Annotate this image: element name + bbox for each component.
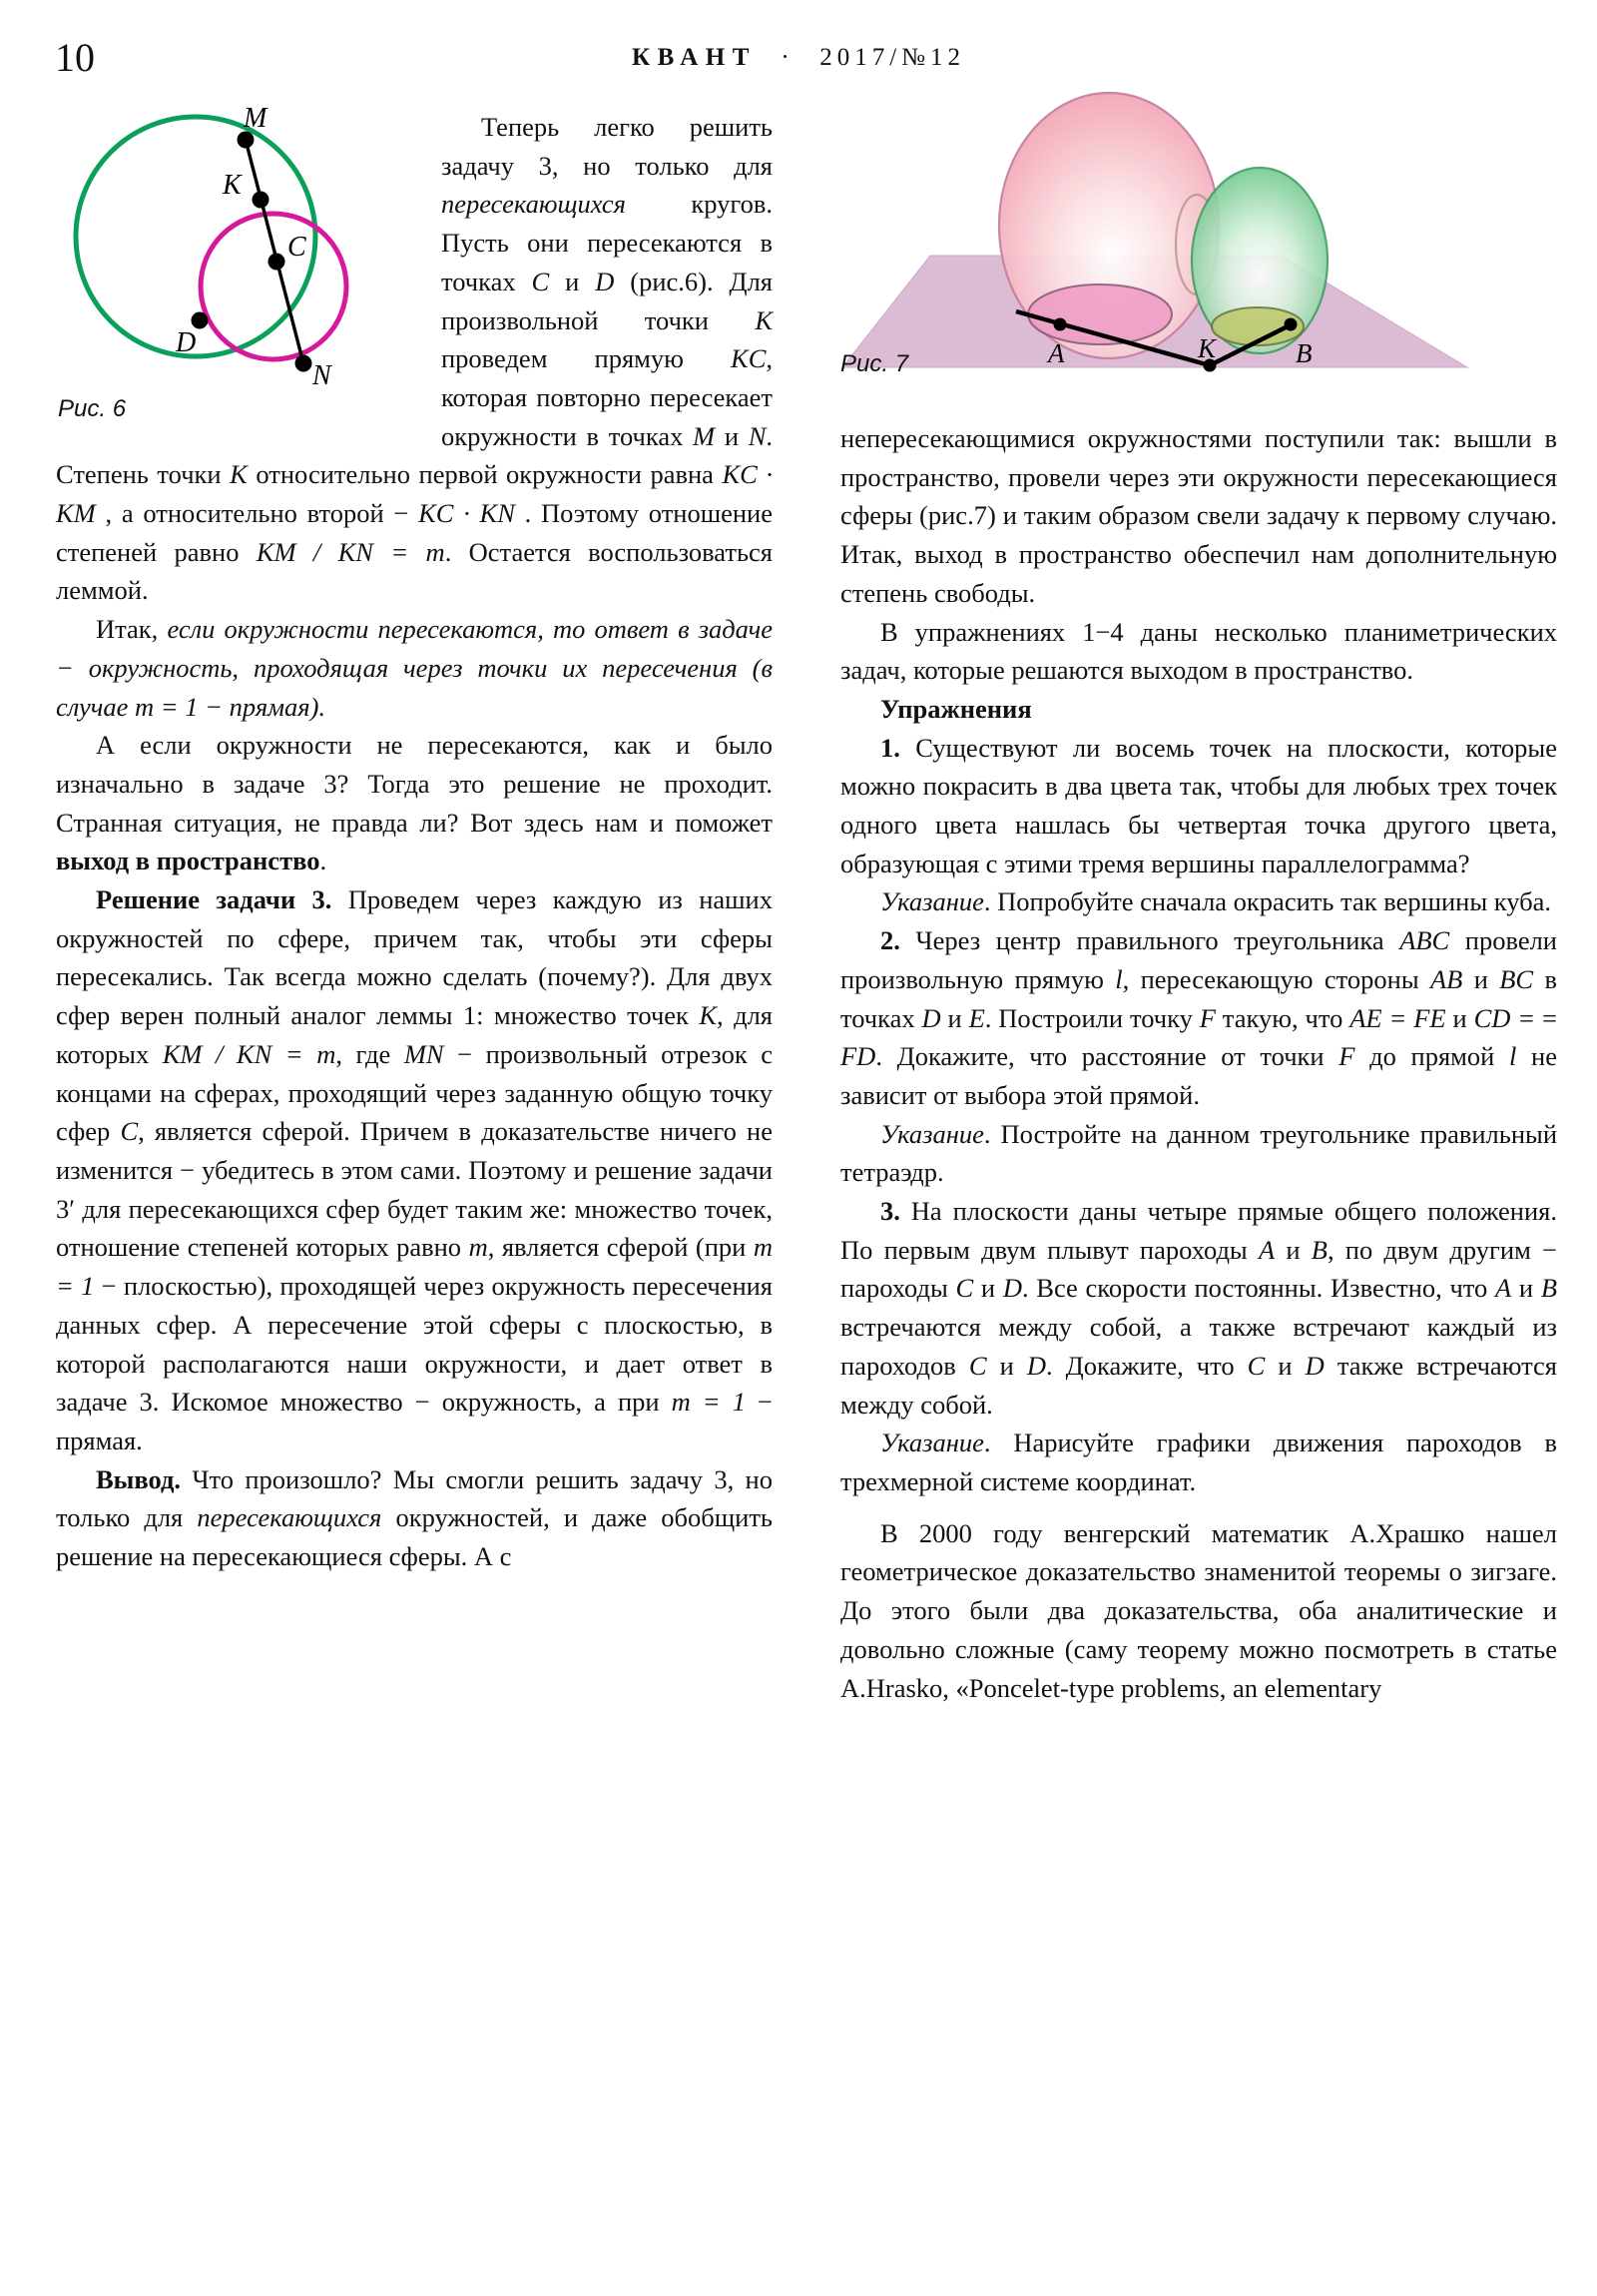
p1-text-d: (рис.6). Для произвольной точки (441, 266, 773, 335)
ex2-text-d: и (1462, 963, 1500, 994)
masthead-title: КВАНТ (631, 44, 757, 71)
ex3-var-d2: D (1026, 1350, 1046, 1381)
hint-text-1: . Попробуйте сначала окрасить так вершины куба. (983, 886, 1552, 917)
figure-7-caption: Рис. 7 (840, 350, 909, 377)
figure-6-drawing (48, 102, 433, 431)
p1-formula-2: KC · KN (418, 498, 515, 529)
point-c (268, 254, 285, 271)
ex2-var-f: F (1199, 1002, 1216, 1033)
ex3-text-i: . Докажите, что (1045, 1350, 1248, 1381)
p4-var-c: C (120, 1116, 139, 1147)
ex2-text-a: Через центр правильного треугольника (899, 925, 1400, 956)
point-b (1285, 318, 1298, 331)
exercise-2-hint (840, 1115, 1557, 1192)
p1-var-n: N (748, 420, 767, 451)
p4-text-i: − прямая. (56, 1387, 773, 1455)
label-n: N (312, 360, 331, 391)
figure-6-caption: Рис. 6 (58, 395, 127, 422)
exercise-2-number: 2. (880, 925, 900, 956)
ex2-formula-1: AE = FE (1349, 1002, 1446, 1033)
ex2-formula-2: CD = (1473, 1002, 1536, 1033)
ex3-var-a: A (1258, 1234, 1276, 1265)
p4-text-b: , для которых (56, 1000, 774, 1069)
masthead-separator: · (781, 44, 796, 71)
ex3-text-b: и (1275, 1234, 1312, 1265)
p1-text-j: , а относительно второй − (95, 498, 419, 529)
paragraph-3 (56, 726, 773, 880)
p1-text-c: и (549, 266, 596, 296)
p4-text-d: − произвольный отрезок с концами на сферах, проходящий через заданную общую точку сфер (56, 1038, 774, 1147)
ex2-text-c: , пересекающую стороны (1122, 963, 1430, 994)
ex3-var-b2: B (1540, 1273, 1557, 1304)
point-m (238, 132, 255, 149)
ex3-var-c3: C (1247, 1350, 1266, 1381)
ex2-var-e: E (968, 1002, 985, 1033)
exercise-1-number: 1. (880, 732, 900, 763)
label-k: K (223, 170, 242, 201)
ex3-text-a: На плоскости даны четыре прямые общего положения. По первым двум плывут пароходы (840, 1196, 1557, 1265)
label-m: M (244, 103, 267, 134)
paragraph-4 (56, 880, 773, 1460)
ex2-var-bc: BC (1499, 963, 1534, 994)
ex2-text-e: в точках (840, 963, 1557, 1033)
ex2-text-l2: до прямой (1354, 1041, 1509, 1072)
hint-label-3: Указание (880, 1428, 984, 1458)
exercise-2 (840, 921, 1557, 1115)
exercise-1 (840, 729, 1557, 883)
magenta-circle (201, 214, 346, 359)
p4-formula-m3: m = 1 (671, 1387, 746, 1418)
exercise-3-number: 3. (880, 1196, 900, 1227)
p4-text-e: , является сферой. Причем в доказательстве ничего не изменится − убедитесь в этом сами. Поэтому и решение задачи (56, 1116, 773, 1185)
ex2-text-k: . Докажите, что расстояние от точки (875, 1041, 1339, 1072)
point-a (1054, 318, 1067, 331)
p3-bold-term: выход в пространство (56, 846, 320, 876)
ex2-text-i: и (1445, 1002, 1474, 1033)
hint-label-1: Указание (880, 886, 984, 917)
p4-formula-m2: m = 1 (56, 1232, 773, 1302)
ex2-var-d: D (921, 1002, 941, 1033)
page-number: 10 (55, 35, 95, 80)
ex3-var-a2: A (1495, 1273, 1512, 1304)
right-column (840, 108, 1557, 1707)
ex2-text-j: = (1535, 1002, 1557, 1033)
p2-emph-a: если окружности пересекаются, то ответ в задаче − окружность, проходящая через точки их пересечения (в случае (56, 614, 773, 722)
p1-text-e: проведем прямую (441, 343, 732, 374)
point-n (295, 355, 312, 372)
exercise-3 (840, 1192, 1557, 1424)
exercise-1-hint (840, 882, 1557, 921)
p1-text-a: Теперь легко решить задачу 3, но только для (441, 112, 773, 181)
ex3-text-g: встречаются между собой, а также встречают каждый из пароходов (840, 1312, 1557, 1381)
ex3-var-c2: C (968, 1350, 987, 1381)
ex3-var-d: D (1002, 1273, 1022, 1304)
ex2-var-f2: F (1338, 1041, 1355, 1072)
p1-var-k: K (755, 304, 773, 335)
p4-var-m1: m (468, 1232, 488, 1263)
p4-var-mn: MN (403, 1038, 444, 1069)
p1-text-i2: относительно первой окружности равна (247, 459, 723, 490)
p1-text-f: , которая повторно пересекает окружности в точках (441, 343, 773, 451)
p1-var-kc: KC (731, 343, 767, 374)
p4-text-h: − плоскостью), проходящей через окружность пересечения данных сфер. А пересечение этой сферы с плоскостью, в которой располагаются наши окружности, и дает ответ в задаче 3. Искомое множество − окружность, а при (56, 1271, 773, 1418)
p1-var-c: C (531, 266, 550, 296)
p2-lead: Итак, (96, 614, 168, 645)
label-k: K (1198, 333, 1217, 363)
label-a: A (1048, 338, 1065, 368)
p5-text-a: Что произошло? Мы смогли решить задачу 3, но только для (56, 1463, 773, 1533)
ex3-text-k: также встречаются между собой. (840, 1350, 1557, 1420)
p1-emph: пересекающихся (441, 189, 626, 220)
figure-7 (840, 96, 1557, 415)
ex2-var-abc: ABC (1399, 925, 1450, 956)
ex2-var-l: l (1115, 963, 1123, 994)
hint-text-2: . Постройте на данном треугольнике правильный тетраэдр. (840, 1118, 1557, 1188)
ex2-text-h: такую, что (1215, 1002, 1350, 1033)
p3-text: А если окружности не пересекаются, как и было изначально в задаче 3? Тогда это решение не проходит. Странная ситуация, не правда ли? Вот здесь нам и поможет (56, 730, 773, 838)
ex2-var-ab: AB (1429, 963, 1463, 994)
figure-6 (56, 103, 427, 437)
right-paragraph-2: В упражнениях 1−4 даны несколько планиметрических задач, которые решаются выходом в пространство. (840, 616, 1557, 686)
ex2-formula-3: FD (840, 1041, 876, 1072)
label-d: D (176, 327, 197, 358)
ex3-text-h: и (986, 1350, 1027, 1381)
p4-heading: Решение задачи 3. (96, 884, 332, 915)
masthead-issue: 2017/№12 (819, 44, 966, 71)
left-column (56, 103, 774, 1576)
p1-text-h: . Степень точки (56, 420, 773, 490)
ex3-var-d3: D (1305, 1350, 1325, 1381)
ex3-var-b: B (1311, 1234, 1328, 1265)
paragraph-spacer (840, 1501, 1557, 1514)
point-k (253, 192, 269, 209)
p1-var-d: D (595, 266, 615, 296)
masthead (0, 44, 1597, 72)
p1-text-k: . Поэтому отношение степеней равно (56, 498, 773, 567)
ex3-text-f: и (1511, 1273, 1541, 1304)
p4-text-a: Проведем через каждую из наших окружностей по сфере, причем так, чтобы эти сферы пересекались. Так всегда можно сделать (почему?). Для двух сфер верен полный аналог леммы 1: множество точек (56, 884, 773, 1031)
p1-var-m: M (693, 420, 716, 451)
figure-7-drawing (830, 78, 1559, 397)
label-b: B (1296, 338, 1313, 368)
ex3-text-c: , по двум другим − пароходы (840, 1234, 1558, 1304)
ex2-text-b: провели произвольную прямую (840, 925, 1557, 994)
paragraph-2 (56, 610, 773, 726)
exercise-3-hint (840, 1424, 1557, 1500)
p1-text-b: кругов. Пусть они пересекаются в точках (441, 189, 773, 296)
p4-var-k: K (699, 1000, 718, 1031)
p2-formula: m = 1 (135, 691, 199, 722)
right-paragraph-final: В 2000 году венгерский математик А.Храшко нашел геометрическое доказательство знаменитой теоремы о зигзаге. До этого были два доказательства, оба аналитические и довольно сложные (саму теорему можно посмотреть в статье A.Hrasko, «Poncelet-type problems, an elementary (840, 1517, 1557, 1703)
ex3-text-j: и (1265, 1350, 1306, 1381)
p1-formula-1: KC · KM (56, 459, 773, 529)
p5-heading: Вывод. (96, 1463, 182, 1494)
exercise-1-text: Существуют ли восемь точек на плоскости, которые можно покрасить в два цвета так, чтобы для любых трех точек одного цвета нашлась бы четвертая точка другого цвета, образующая с этими тремя вершины параллелограмма? (840, 732, 1557, 878)
ex2-text-g: . Построили точку (984, 1002, 1200, 1033)
p4-text-f: для пересекающихся сфер будет таким же: множество точек, отношение степеней которых равно (56, 1193, 773, 1263)
paragraph-5 (56, 1460, 773, 1576)
p1-var-k2: K (230, 459, 248, 490)
p4-text-g: , является сферой (при (487, 1232, 754, 1263)
p5-emph: пересекающихся (197, 1502, 382, 1533)
ex3-text-e: . Все скорости постоянны. Известно, что (1021, 1273, 1496, 1304)
ex3-text-d: и (973, 1273, 1003, 1304)
p3-end: . (319, 846, 327, 876)
page-header (0, 35, 1597, 80)
hint-text-3: . Нарисуйте графики движения пароходов в трехмерной системе координат. (840, 1428, 1557, 1496)
p1-formula-3: KM / KN = m (256, 536, 445, 567)
p4-text-c: , где (335, 1038, 404, 1069)
p5-text-b: окружностей, и даже обобщить решение на пересекающиеся сферы. А с (56, 1502, 773, 1572)
ex2-var-l3: l (1509, 1041, 1517, 1072)
p4-task-label: 3′ (56, 1193, 76, 1224)
p2-emph-b: − прямая). (198, 691, 326, 722)
ex2-text-m: не зависит от выбора этой прямой. (840, 1041, 1557, 1110)
p1-text-l: . Остается воспользоваться леммой. (56, 536, 773, 606)
p4-formula-1: KM / KN = m (162, 1038, 336, 1069)
point-d (192, 312, 209, 329)
ex3-var-c: C (955, 1273, 974, 1304)
label-c: C (287, 232, 306, 263)
right-paragraph-1: непересекающимися окружностями поступили так: вышли в пространство, провели через эти окружности пересекающиеся сферы (рис.7) и таким образом свели задачу к первому случаю. Итак, выход в пространство обеспечил нам дополнительную степень свободы. (840, 423, 1557, 608)
p1-text-g: и (715, 420, 749, 451)
exercises-heading: Упражнения (880, 693, 1032, 724)
hint-label-2: Указание (880, 1118, 984, 1149)
ex2-text-f: и (940, 1002, 969, 1033)
